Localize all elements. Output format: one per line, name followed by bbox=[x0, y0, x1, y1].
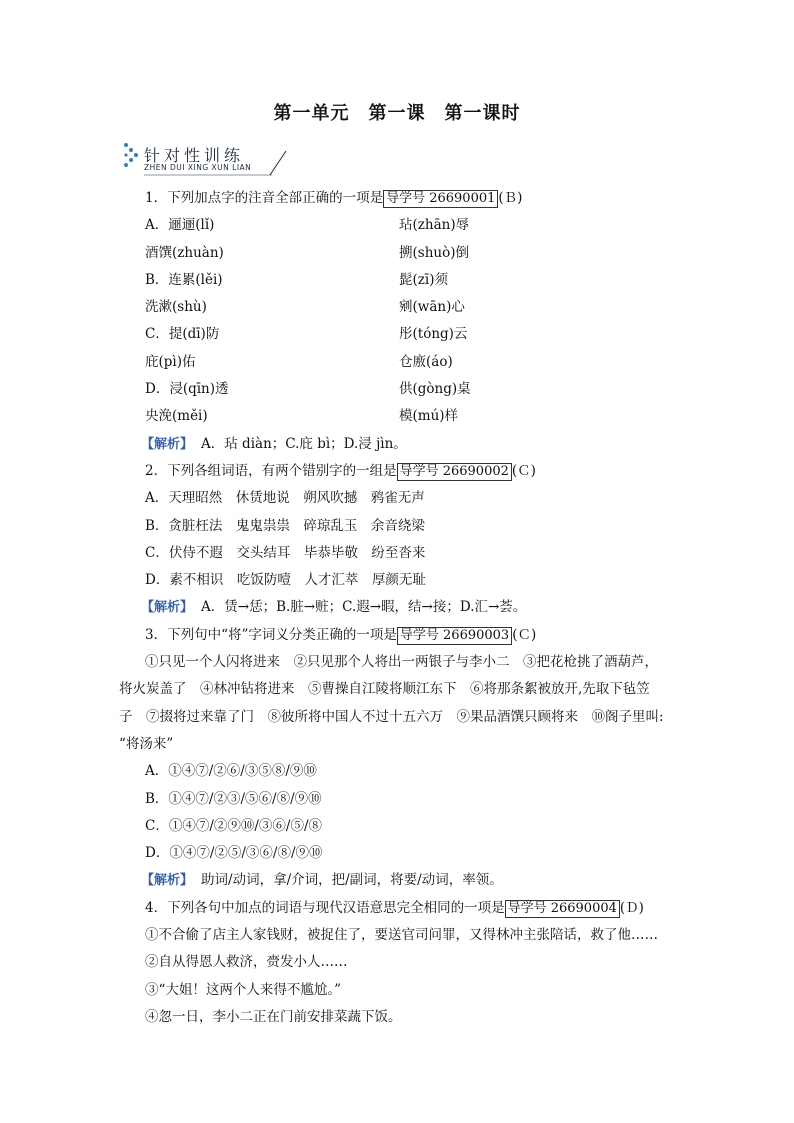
banner-title: 针对性训练 bbox=[144, 146, 245, 165]
passage-line: ①只见一个人闪将进来 ②只见那个人将出一两银子与李小二 ③把花枪挑了酒葫芦， bbox=[145, 654, 658, 671]
guide-number: 导学号 26690001 bbox=[383, 190, 498, 208]
question-1-stem: 1．下列加点字的注音全部正确的一项是 导学号 26690001 (Ｂ) bbox=[145, 190, 523, 206]
guide-number: 导学号 26690004 bbox=[505, 900, 620, 918]
analysis-3: 【解析】 助词/动词，拿/介词，把/副词，将要/动词，率领。 bbox=[141, 872, 503, 889]
option-row: 央浼(měi) 模(mú)样 bbox=[145, 408, 459, 425]
guide-number: 导学号 26690002 bbox=[397, 463, 512, 481]
analysis-label: 【解析】 bbox=[141, 600, 194, 616]
analysis-2: 【解析】 A．赁→恁；B.脏→赃；C.遐→暇，结→接；D.汇→荟。 bbox=[141, 599, 527, 616]
option-row: D．浸(qīn)透 供(gòng)桌 bbox=[145, 381, 471, 398]
answer: (Ｃ) bbox=[511, 462, 536, 479]
passage-line: 将火炭盖了 ④林冲钻将进来 ⑤曹操自江陵将顺江东下 ⑥将那条絮被放开,先取下毡笠 bbox=[119, 681, 650, 698]
guide-number: 导学号 26690003 bbox=[397, 627, 512, 645]
option-row: B．贪脏枉法 鬼鬼祟祟 碎琼乱玉 余音绕梁 bbox=[145, 517, 425, 534]
answer: (Ｃ) bbox=[512, 626, 537, 643]
option-row: A．天理昭然 休赁地说 朔风吹撼 鸦雀无声 bbox=[145, 490, 425, 507]
sentence-item: ④忽一日，李小二正在门前安排菜蔬下饭。 bbox=[145, 1008, 402, 1025]
sentence-item: ①不合偷了店主人家钱财，被捉住了，要送官司问罪，又得林冲主张陪话，救了他…… bbox=[145, 927, 658, 944]
option-row: 洗漱(shù) 剜(wān)心 bbox=[145, 299, 465, 316]
passage-line: “将汤来” bbox=[119, 735, 174, 752]
analysis-1: 【解析】 A．玷 diàn；C.庇 bì；D.浸 jìn。 bbox=[141, 435, 407, 452]
question-2-stem: 2．下列各组词语，有两个错别字的一组是 导学号 26690002 (Ｃ) bbox=[145, 462, 536, 479]
question-4-stem: 4．下列各句中加点的词语与现代汉语意思完全相同的一项是 导学号 26690004 (Ｄ) bbox=[145, 899, 644, 916]
sentence-item: ③“大姐！这两个人来得不尴尬。” bbox=[145, 981, 342, 998]
question-list bbox=[119, 185, 685, 1031]
question-3-stem: 3．下列句中“将”字词义分类正确的一项是 导学号 26690003 (Ｃ) bbox=[145, 626, 537, 643]
option-row: D．①④⑦/②⑤/③⑥/⑧/⑨⑩ bbox=[145, 845, 323, 862]
option-row: C．①④⑦/②⑨⑩/③⑥/⑤/⑧ bbox=[145, 817, 323, 834]
passage-line: 子 ⑦掇将过来靠了门 ⑧彼所将中国人不过十五六万 ⑨果品酒馔只顾将来 ⑩阁子里叫: bbox=[119, 708, 664, 725]
option-row: 庇(pì)佑 仓廒(áo) bbox=[145, 353, 453, 370]
option-row: B．连累(lěi) 髭(zī)须 bbox=[145, 271, 448, 288]
analysis-label: 【解析】 bbox=[141, 436, 194, 452]
analysis-label: 【解析】 bbox=[141, 873, 194, 889]
banner-subtitle: ZHEN DUI XING XUN LIAN bbox=[144, 163, 252, 172]
answer: (Ｂ) bbox=[498, 190, 523, 206]
option-row: A．逦逦(lǐ) 玷(zhān)辱 bbox=[145, 217, 470, 234]
option-row: A．①④⑦/②⑥/③⑤⑧/⑨⑩ bbox=[145, 763, 317, 780]
section-banner bbox=[122, 141, 312, 177]
option-row: B．①④⑦/②③/⑤⑥/⑧/⑨⑩ bbox=[145, 790, 322, 807]
page-title: 第一单元 第一课 第一课时 bbox=[273, 103, 521, 124]
answer: (Ｄ) bbox=[619, 899, 644, 916]
option-row: C．伏侍不遐 交头结耳 毕恭毕敬 纷至沓来 bbox=[145, 544, 426, 561]
option-row: 酒馔(zhuàn) 搠(shuò)倒 bbox=[145, 244, 469, 261]
option-row: D．素不相识 吃饭防噎 人才汇萃 厚颜无耻 bbox=[145, 572, 426, 589]
option-row: C．提(dī)防 彤(tóng)云 bbox=[145, 326, 468, 343]
sentence-item: ②自从得恩人救济，赍发小人…… bbox=[145, 954, 348, 971]
